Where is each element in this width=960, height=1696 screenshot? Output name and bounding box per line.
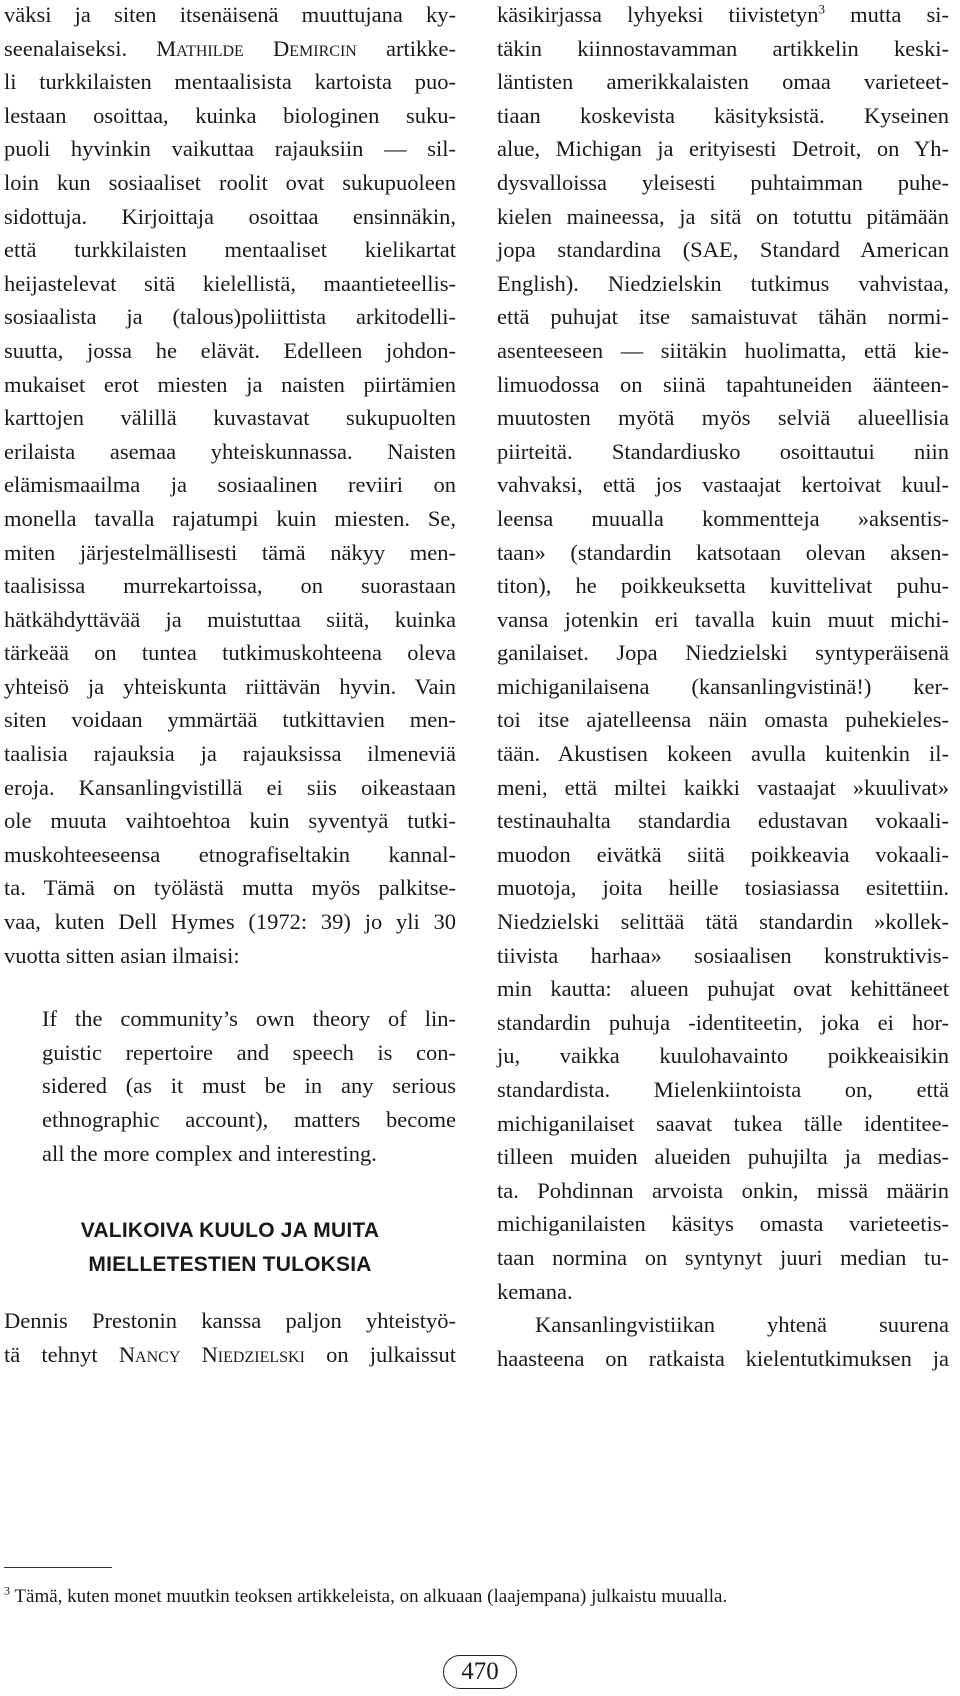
- text-line: vahvaksi, että jos vastaajat kertoivat kuul-: [497, 472, 949, 498]
- text-line: jopa standardina (SAE, Standard American: [497, 237, 949, 263]
- text-line: haasteena on ratkaista kielentutkimuksen ja: [497, 1345, 949, 1371]
- text-line: taan» (standardin katsotaan olevan aksen-: [497, 539, 949, 565]
- heading-line: MIELLETESTIEN TULOKSIA: [88, 1253, 372, 1277]
- text-line: taan normina on syntynyt juuri median tu-: [497, 1244, 949, 1270]
- section-heading: [4, 1214, 456, 1282]
- text-line: titon), he poikkeuksetta kuvittelivat puhu-: [497, 573, 949, 599]
- text-line: tään. Akustisen kokeen avulla kuitenkin il-: [497, 741, 949, 767]
- author-name: Nancy Niedzielski: [118, 1341, 305, 1367]
- text-line: lestaan osoittaa, kuinka biologinen suku-: [4, 102, 456, 128]
- text-line: vaa, kuten Dell Hymes (1972: 39) jo yli 30: [4, 909, 456, 935]
- right-column: [497, 0, 949, 1375]
- text-line: että puhujat itse samaistuvat tähän normi-: [497, 304, 949, 330]
- text-line: suutta, jossa he elävät. Edelleen johdon-: [4, 337, 456, 363]
- text-line: vuotta sitten asian ilmaisi:: [4, 942, 240, 968]
- text-line: limuodossa on siinä tapahtuneiden äänteen-: [497, 371, 949, 397]
- text-span: artikke-: [386, 35, 456, 61]
- text-line: michiganilaisena (kansanlingvistinä!) ker-: [497, 673, 949, 699]
- text-line: muskohteeseensa etnografiseltakin kannal-: [4, 841, 456, 867]
- text-line: meni, että miltei kaikki vastaajat »kuulivat»: [497, 774, 949, 800]
- author-name: Mathilde Demircin: [156, 35, 357, 61]
- text-span: käsikirjassa lyhyeksi tiivistetyn: [497, 2, 819, 27]
- text-line: monella tavalla rajatumpi kuin miesten. Se,: [4, 505, 456, 531]
- spacer: [4, 1282, 456, 1304]
- text-line: tilleen muiden alueiden puhujilta ja medias-: [497, 1144, 949, 1170]
- text-span: seenalaiseksi.: [4, 35, 157, 61]
- text-line: loin kun sosiaaliset roolit ovat sukupuoleen: [4, 169, 456, 195]
- quote-line: ethnographic account), matters become: [42, 1107, 456, 1132]
- block-quote: [42, 1002, 456, 1170]
- text-line: michiganilaisten käsitys omasta varieteetis-: [497, 1211, 949, 1237]
- text-line: tiivista harhaa» sosiaalisen konstruktivis-: [497, 942, 949, 968]
- text-line: mukaiset erot miesten ja naisten piirtämien: [4, 371, 456, 397]
- quote-line: guistic repertoire and speech is con-: [42, 1039, 456, 1065]
- text-line: ta. Pohdinnan arvoista onkin, missä määrin: [497, 1177, 949, 1203]
- footnote: [4, 1585, 727, 1609]
- text-span: mutta si-: [824, 2, 949, 27]
- quote-line: sidered (as it must be in any serious: [42, 1073, 456, 1099]
- text-line: siten voidaan ymmärtää tutkittavien men-: [4, 707, 456, 733]
- text-line: Dennis Prestonin kanssa paljon yhteistyö-: [4, 1308, 456, 1334]
- text-line: eroja. Kansanlingvistillä ei siis oikeastaan: [4, 774, 456, 800]
- text-line: hätkähdyttävää ja muistuttaa siitä, kuinka: [4, 606, 456, 632]
- text-line: että turkkilaisten mentaaliset kielikartat: [4, 237, 456, 263]
- text-line: li turkkilaisten mentaalisista kartoista puo-: [4, 69, 456, 95]
- footnote-rule: [4, 1567, 112, 1568]
- text-line: muodon eivätkä siitä poikkeavia vokaali-: [497, 841, 949, 867]
- footnote-text: Tämä, kuten monet muutkin teoksen artikkeleista, on alkuaan (laajempana) julkaistu muualla.: [10, 1586, 728, 1607]
- text-line: [4, 1338, 456, 1372]
- spacer: [4, 972, 456, 1002]
- text-line: tiaan koskevista käsityksistä. Kyseinen: [497, 102, 949, 128]
- text-line: asenteeseen — siitäkin huolimatta, että kie-: [497, 337, 949, 363]
- text-line: sidottuja. Kirjoittaja osoittaa ensinnäkin,: [4, 203, 456, 229]
- text-line: kemana.: [497, 1278, 573, 1304]
- text-line: läntisten amerikkalaisten omaa varieteet-: [497, 69, 949, 95]
- text-line: standardin puhuja -identiteetin, joka ei hor-: [497, 1009, 949, 1035]
- text-line: min kautta: alueen puhujat ovat kehittäneet: [497, 976, 949, 1002]
- text-span: on julkaissut: [304, 1341, 456, 1367]
- text-line: kielen maineessa, ja sitä on totuttu pitämään: [497, 203, 949, 229]
- text-line: [497, 0, 949, 32]
- text-line: elämismaailma ja sosiaalinen reviiri on: [4, 472, 456, 498]
- text-line: karttojen välillä kuvastavat sukupuolten: [4, 405, 456, 431]
- quote-line: If the community’s own theory of lin-: [42, 1006, 456, 1032]
- text-line: Kansanlingvistiikan yhtenä suurena: [535, 1312, 949, 1338]
- text-line: puoli hyvinkin vaikuttaa rajauksiin — sil-: [4, 136, 456, 162]
- text-line: leensa muualla kommentteja »aksentis-: [497, 505, 949, 531]
- footnote-number: 3: [4, 1583, 10, 1598]
- text-line: yhteisö ja yhteiskunta riittävän hyvin. Vain: [4, 673, 456, 699]
- text-line: Niedzielski selittää tätä standardin »kollek-: [497, 909, 949, 935]
- spacer: [4, 1170, 456, 1214]
- heading-line: VALIKOIVA KUULO JA MUITA: [80, 1219, 380, 1243]
- left-column: [4, 0, 456, 1371]
- text-line: ta. Tämä on työlästä mutta myös palkitse-: [4, 875, 456, 901]
- text-line: michiganilaiset saavat tukea tälle identitee-: [497, 1110, 949, 1136]
- footnote-ref: 3: [818, 1, 825, 17]
- text-line: dysvalloissa yleisesti puhtaimman puhe-: [497, 169, 949, 195]
- text-line: muutosten myötä myös selviä alueellisia: [497, 405, 949, 431]
- text-line: täkin kiinnostavamman artikkelin keski-: [497, 35, 949, 61]
- page-number: 470: [443, 1655, 517, 1689]
- text-line: taalisissa murrekartoissa, on suorastaan: [4, 573, 456, 599]
- text-line: alue, Michigan ja erityisesti Detroit, on Yh-: [497, 136, 949, 162]
- text-line: heijastelevat sitä kielellistä, maantieteellis-: [4, 270, 456, 296]
- text-line: väksi ja siten itsenäisenä muuttujana ky-: [4, 2, 456, 27]
- text-line: toi itse ajatelleensa näin omasta puhekieles-: [497, 707, 949, 733]
- text-line: standardista. Mielenkiintoista on, että: [497, 1077, 949, 1102]
- text-line: [4, 32, 456, 66]
- text-line: sosiaalista ja (talous)poliittista arkitodelli-: [4, 304, 456, 330]
- text-line: ju, vaikka kuulohavainto poikkeaisikin: [497, 1043, 949, 1069]
- quote-line: all the more complex and interesting.: [42, 1140, 377, 1166]
- text-line: taalisia rajauksia ja rajauksissa ilmeneviä: [4, 741, 456, 767]
- text-line: piirteitä. Standardiusko osoittautui niin: [497, 438, 949, 464]
- text-span: tä tehnyt: [4, 1341, 119, 1367]
- text-line: testinauhalta standardia edustavan vokaali-: [497, 808, 949, 834]
- text-line: miten järjestelmällisesti tämä näkyy men-: [4, 539, 456, 565]
- text-line: ole muuta vaihtoehtoa kuin syventyä tutki-: [4, 808, 456, 834]
- text-line: English). Niedzielskin tutkimus vahvistaa,: [497, 270, 949, 296]
- text-line: tärkeää on tuntea tutkimuskohteena oleva: [4, 640, 456, 666]
- text-line: ganilaiset. Jopa Niedzielski syntyperäisenä: [497, 640, 949, 666]
- text-line: vansa jotenkin eri tavalla kuin muut michi-: [497, 606, 949, 632]
- text-line: muotoja, joita heille tosiasiassa esitettiin.: [497, 875, 949, 901]
- text-line: erilaista asemaa yhteiskunnassa. Naisten: [4, 438, 456, 464]
